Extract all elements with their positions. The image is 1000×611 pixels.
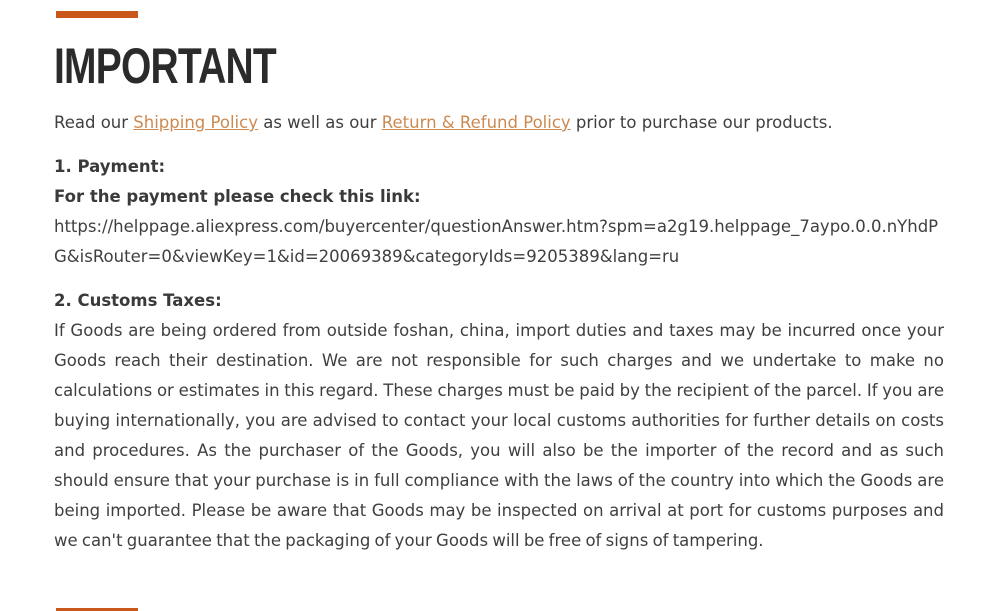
payment-heading: 1. Payment:: [54, 157, 166, 176]
policy-content: [54, 108, 944, 556]
customs-heading: 2. Customs Taxes:: [54, 291, 222, 310]
title-accent-bar: [56, 11, 138, 18]
shipping-policy-link[interactable]: Shipping Policy: [133, 113, 258, 132]
intro-suffix: prior to purchase our products.: [570, 113, 833, 132]
refund-policy-link[interactable]: Return & Refund Policy: [381, 113, 571, 132]
intro-middle: as well as our: [257, 113, 382, 132]
customs-body: If Goods are being ordered from outside foshan, china, import duties and taxes may be incurred once your Goods reach their destination. We are not responsible for such charges and we undertake to make no calculations or estimates in this regard. These charges must be paid by the recipient of the parcel. If you are buying internationally, you are advised to contact your local customs authorities for further details on costs and procedures. As the purchaser of the Goods, you will also be the importer of the record and as such should ensure that your purchase is in full compliance with the laws of the country into which the Goods are being imported. Please be aware that Goods may be inspected on arrival at port for customs purposes and we can't guarantee that the packaging of your Goods will be free of signs of tampering.: [54, 321, 944, 550]
intro-paragraph: [54, 108, 944, 138]
payment-subheading: For the payment please check this link:: [54, 187, 421, 206]
intro-prefix: Read our: [54, 113, 134, 132]
page-title: IMPORTANT: [54, 38, 276, 94]
payment-url: https://helppage.aliexpress.com/buyercenter/questionAnswer.htm?spm=a2g19.helppage_7aypo.0.0.nYhdPG&isRouter=0&viewKey=1&id=20069389&categoryIds=9205389&lang=ru: [54, 217, 939, 266]
